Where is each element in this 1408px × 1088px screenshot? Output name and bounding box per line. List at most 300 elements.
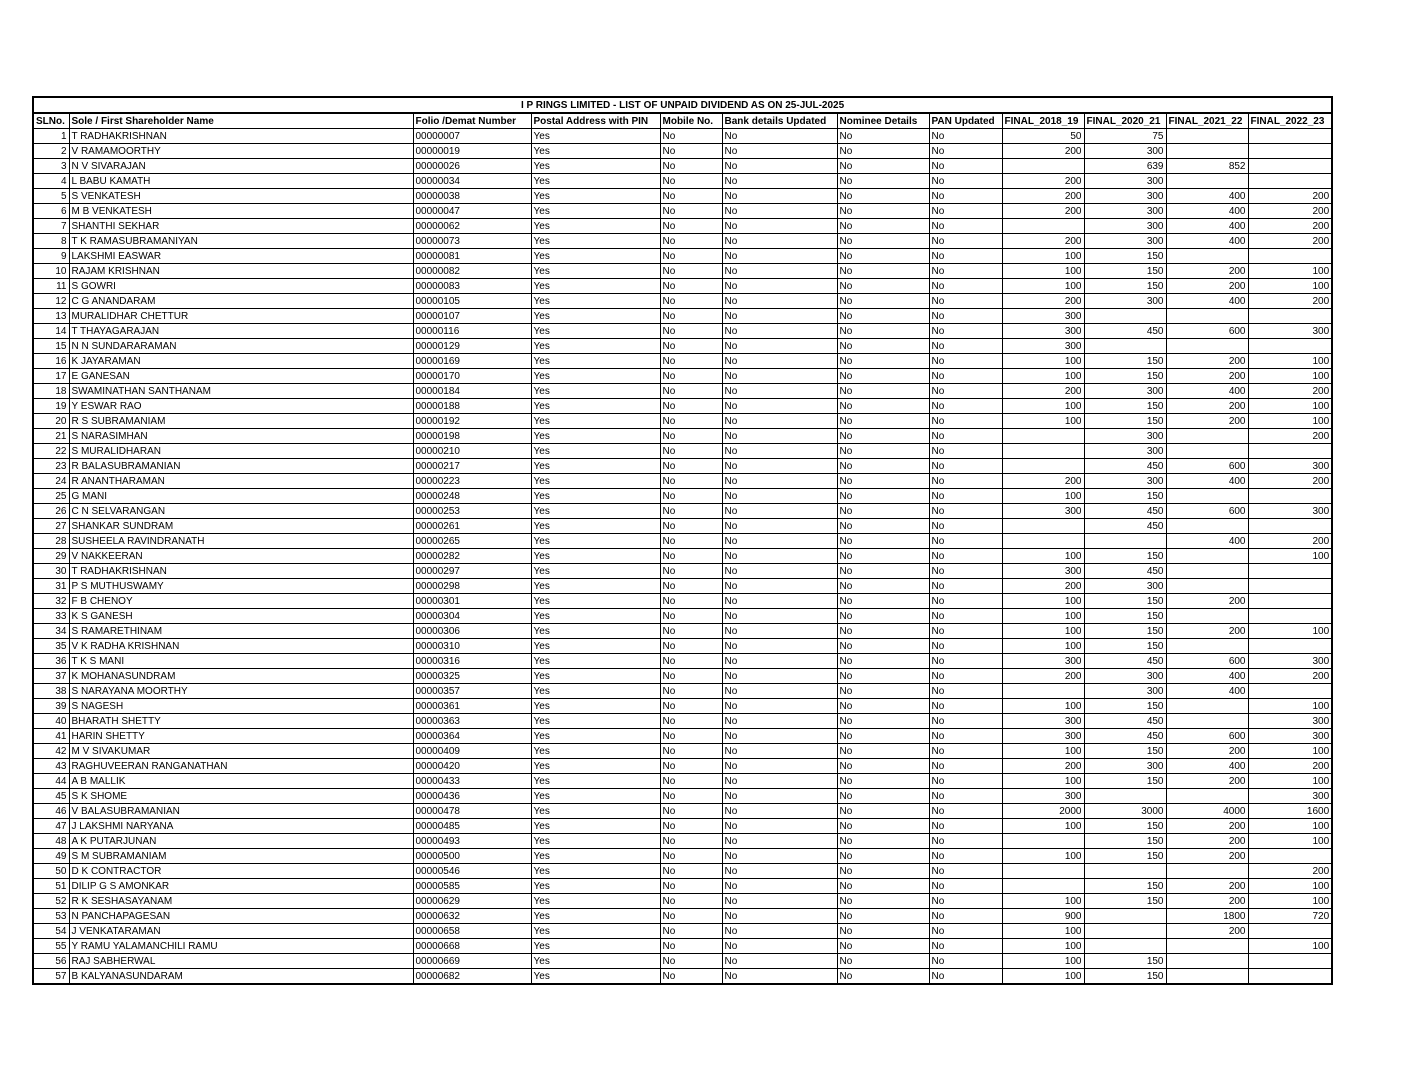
col-folio-header: Folio /Demat Number [413,113,531,129]
col-final-2018-19-cell [1002,834,1084,849]
col-folio-cell: 00000073 [413,234,531,249]
table-row [33,804,1332,819]
col-pan-header: PAN Updated [929,113,1002,129]
col-slno-cell: 41 [33,729,69,744]
col-final-2021-22-cell [1166,564,1248,579]
col-final-2021-22-cell: 200 [1166,834,1248,849]
col-final-2018-19-cell: 300 [1002,789,1084,804]
col-bank-details-cell: No [722,354,837,369]
col-final-2021-22-cell: 600 [1166,729,1248,744]
col-final-2021-22-cell: 600 [1166,654,1248,669]
col-final-2020-21-cell: 150 [1084,819,1166,834]
col-shareholder-name-cell: S GOWRI [69,279,413,294]
col-final-2018-19-cell [1002,459,1084,474]
col-pan-cell: No [929,309,1002,324]
table-row [33,474,1332,489]
col-final-2022-23-cell: 100 [1248,774,1332,789]
col-final-2018-19-cell: 300 [1002,339,1084,354]
col-postal-address-cell: Yes [531,504,660,519]
col-folio-cell: 00000310 [413,639,531,654]
col-final-2022-23-cell: 200 [1248,189,1332,204]
col-nominee-cell: No [837,579,929,594]
col-bank-details-cell: No [722,144,837,159]
col-bank-details-cell: No [722,924,837,939]
col-nominee-cell: No [837,894,929,909]
col-final-2020-21-cell: 150 [1084,549,1166,564]
col-final-2021-22-cell: 200 [1166,279,1248,294]
col-final-2018-19-cell [1002,444,1084,459]
col-final-2021-22-cell [1166,969,1248,985]
col-nominee-cell: No [837,744,929,759]
col-final-2022-23-cell: 100 [1248,699,1332,714]
table-row [33,729,1332,744]
col-folio-cell: 00000034 [413,174,531,189]
col-postal-address-cell: Yes [531,594,660,609]
col-nominee-cell: No [837,804,929,819]
col-final-2020-21-cell: 300 [1084,384,1166,399]
col-shareholder-name-cell: G MANI [69,489,413,504]
table-row [33,639,1332,654]
col-bank-details-cell: No [722,804,837,819]
col-slno-cell: 44 [33,774,69,789]
col-bank-details-cell: No [722,459,837,474]
col-shareholder-name-cell: R ANANTHARAMAN [69,474,413,489]
col-shareholder-name-cell: N PANCHAPAGESAN [69,909,413,924]
col-pan-cell: No [929,594,1002,609]
col-pan-cell: No [929,639,1002,654]
col-mobile-cell: No [660,354,722,369]
col-pan-cell: No [929,219,1002,234]
col-final-2020-21-cell: 450 [1084,729,1166,744]
col-final-2022-23-cell: 300 [1248,789,1332,804]
col-bank-details-cell: No [722,639,837,654]
col-mobile-cell: No [660,279,722,294]
col-final-2022-23-cell: 100 [1248,549,1332,564]
col-final-2021-22-cell: 200 [1166,879,1248,894]
col-nominee-cell: No [837,489,929,504]
col-folio-cell: 00000478 [413,804,531,819]
col-mobile-cell: No [660,129,722,144]
table-row [33,159,1332,174]
col-final-2022-23-cell [1248,849,1332,864]
col-nominee-cell: No [837,594,929,609]
col-postal-address-cell: Yes [531,189,660,204]
col-nominee-cell: No [837,279,929,294]
col-final-2022-23-cell: 200 [1248,534,1332,549]
col-shareholder-name-cell: K JAYARAMAN [69,354,413,369]
table-row [33,549,1332,564]
col-shareholder-name-cell: T RADHAKRISHNAN [69,564,413,579]
col-pan-cell: No [929,654,1002,669]
col-final-2022-23-cell: 300 [1248,459,1332,474]
col-postal-address-cell: Yes [531,579,660,594]
col-final-2020-21-cell: 75 [1084,129,1166,144]
col-final-2022-23-cell: 300 [1248,729,1332,744]
table-row [33,744,1332,759]
col-final-2021-22-cell [1166,429,1248,444]
col-mobile-cell: No [660,534,722,549]
col-slno-cell: 26 [33,504,69,519]
col-shareholder-name-cell: L BABU KAMATH [69,174,413,189]
col-nominee-cell: No [837,639,929,654]
col-final-2021-22-cell: 200 [1166,414,1248,429]
header-row [33,113,1332,129]
col-mobile-cell: No [660,489,722,504]
col-folio-cell: 00000116 [413,324,531,339]
table-row [33,399,1332,414]
col-final-2018-19-cell: 100 [1002,969,1084,985]
col-final-2021-22-cell: 4000 [1166,804,1248,819]
col-mobile-cell: No [660,189,722,204]
col-shareholder-name-cell: T K RAMASUBRAMANIYAN [69,234,413,249]
col-shareholder-name-cell: V K RADHA KRISHNAN [69,639,413,654]
col-final-2020-21-cell: 150 [1084,774,1166,789]
col-folio-cell: 00000436 [413,789,531,804]
col-final-2020-21-cell: 300 [1084,294,1166,309]
col-final-2022-23-cell: 200 [1248,864,1332,879]
col-bank-details-header: Bank details Updated [722,113,837,129]
col-bank-details-cell: No [722,429,837,444]
col-shareholder-name-cell: V BALASUBRAMANIAN [69,804,413,819]
col-nominee-cell: No [837,969,929,985]
col-bank-details-cell: No [722,309,837,324]
table-row [33,369,1332,384]
col-nominee-cell: No [837,234,929,249]
col-folio-cell: 00000668 [413,939,531,954]
col-pan-cell: No [929,534,1002,549]
table-row [33,504,1332,519]
col-bank-details-cell: No [722,729,837,744]
col-nominee-cell: No [837,699,929,714]
col-pan-cell: No [929,669,1002,684]
col-final-2021-22-cell: 200 [1166,369,1248,384]
col-folio-cell: 00000500 [413,849,531,864]
col-mobile-cell: No [660,564,722,579]
col-bank-details-cell: No [722,654,837,669]
col-final-2018-19-header: FINAL_2018_19 [1002,113,1084,129]
col-slno-cell: 8 [33,234,69,249]
col-bank-details-cell: No [722,249,837,264]
col-folio-cell: 00000282 [413,549,531,564]
col-final-2021-22-cell: 400 [1166,204,1248,219]
col-mobile-cell: No [660,429,722,444]
col-final-2018-19-cell: 200 [1002,759,1084,774]
col-mobile-cell: No [660,294,722,309]
table-row [33,609,1332,624]
col-mobile-cell: No [660,819,722,834]
col-nominee-cell: No [837,684,929,699]
col-nominee-cell: No [837,759,929,774]
col-final-2022-23-cell: 200 [1248,384,1332,399]
col-folio-cell: 00000409 [413,744,531,759]
col-final-2022-23-cell [1248,519,1332,534]
col-mobile-cell: No [660,264,722,279]
table-row [33,594,1332,609]
col-bank-details-cell: No [722,369,837,384]
col-postal-address-cell: Yes [531,759,660,774]
col-final-2022-23-cell [1248,954,1332,969]
col-mobile-cell: No [660,684,722,699]
col-shareholder-name-cell: Y ESWAR RAO [69,399,413,414]
col-nominee-cell: No [837,669,929,684]
col-final-2020-21-cell: 3000 [1084,804,1166,819]
col-final-2022-23-cell [1248,684,1332,699]
col-folio-cell: 00000188 [413,399,531,414]
col-folio-cell: 00000316 [413,654,531,669]
col-postal-address-cell: Yes [531,354,660,369]
col-slno-cell: 24 [33,474,69,489]
col-slno-cell: 36 [33,654,69,669]
col-folio-cell: 00000107 [413,309,531,324]
col-final-2020-21-cell: 150 [1084,264,1166,279]
col-mobile-cell: No [660,669,722,684]
col-nominee-cell: No [837,834,929,849]
col-bank-details-cell: No [722,189,837,204]
col-final-2018-19-cell: 200 [1002,174,1084,189]
col-shareholder-name-cell: RAJAM KRISHNAN [69,264,413,279]
col-pan-cell: No [929,249,1002,264]
col-mobile-cell: No [660,474,722,489]
col-pan-cell: No [929,414,1002,429]
col-folio-cell: 00000682 [413,969,531,985]
col-final-2022-23-cell: 200 [1248,204,1332,219]
col-final-2020-21-cell [1084,909,1166,924]
col-folio-cell: 00000019 [413,144,531,159]
col-shareholder-name-cell: M B VENKATESH [69,204,413,219]
table-row [33,969,1332,985]
col-slno-cell: 52 [33,894,69,909]
col-slno-cell: 48 [33,834,69,849]
col-bank-details-cell: No [722,684,837,699]
col-nominee-cell: No [837,354,929,369]
col-final-2018-19-cell [1002,534,1084,549]
col-final-2018-19-cell: 100 [1002,624,1084,639]
col-bank-details-cell: No [722,954,837,969]
col-pan-cell: No [929,804,1002,819]
col-nominee-cell: No [837,129,929,144]
col-postal-address-cell: Yes [531,549,660,564]
col-final-2020-21-cell: 450 [1084,324,1166,339]
col-folio-cell: 00000632 [413,909,531,924]
col-folio-cell: 00000304 [413,609,531,624]
col-nominee-cell: No [837,339,929,354]
col-final-2018-19-cell: 200 [1002,189,1084,204]
col-pan-cell: No [929,759,1002,774]
col-bank-details-cell: No [722,849,837,864]
col-mobile-cell: No [660,309,722,324]
col-pan-cell: No [929,339,1002,354]
col-pan-cell: No [929,489,1002,504]
col-final-2022-23-cell: 100 [1248,894,1332,909]
col-pan-cell: No [929,129,1002,144]
col-bank-details-cell: No [722,444,837,459]
col-nominee-cell: No [837,429,929,444]
col-final-2020-21-cell [1084,939,1166,954]
col-final-2020-21-cell: 300 [1084,669,1166,684]
col-nominee-cell: No [837,879,929,894]
col-slno-cell: 21 [33,429,69,444]
col-final-2021-22-cell: 600 [1166,504,1248,519]
col-final-2021-22-cell [1166,639,1248,654]
table-row [33,519,1332,534]
col-final-2021-22-cell [1166,174,1248,189]
col-slno-cell: 42 [33,744,69,759]
col-nominee-cell: No [837,384,929,399]
col-postal-address-cell: Yes [531,294,660,309]
col-final-2020-21-cell [1084,339,1166,354]
col-shareholder-name-cell: T THAYAGARAJAN [69,324,413,339]
col-slno-cell: 35 [33,639,69,654]
table-row [33,909,1332,924]
col-postal-address-cell: Yes [531,279,660,294]
col-nominee-cell: No [837,864,929,879]
col-bank-details-cell: No [722,594,837,609]
col-postal-address-cell: Yes [531,384,660,399]
col-bank-details-cell: No [722,774,837,789]
col-slno-cell: 6 [33,204,69,219]
col-nominee-cell: No [837,609,929,624]
col-final-2021-22-cell: 400 [1166,474,1248,489]
col-nominee-cell: No [837,909,929,924]
col-slno-cell: 3 [33,159,69,174]
col-bank-details-cell: No [722,504,837,519]
col-final-2018-19-cell: 200 [1002,474,1084,489]
col-postal-address-cell: Yes [531,519,660,534]
col-final-2021-22-cell [1166,489,1248,504]
col-nominee-cell: No [837,729,929,744]
col-mobile-cell: No [660,249,722,264]
col-pan-cell: No [929,549,1002,564]
col-shareholder-name-cell: S NAGESH [69,699,413,714]
col-final-2020-21-cell: 150 [1084,699,1166,714]
col-final-2018-19-cell [1002,519,1084,534]
col-final-2020-21-cell: 150 [1084,849,1166,864]
col-mobile-cell: No [660,699,722,714]
col-final-2020-21-cell: 150 [1084,954,1166,969]
col-final-2018-19-cell: 300 [1002,309,1084,324]
table-row [33,429,1332,444]
col-shareholder-name-cell: N N SUNDARARAMAN [69,339,413,354]
col-shareholder-name-cell: LAKSHMI EASWAR [69,249,413,264]
col-final-2018-19-cell: 300 [1002,729,1084,744]
col-folio-cell: 00000192 [413,414,531,429]
col-bank-details-cell: No [722,174,837,189]
col-postal-address-cell: Yes [531,309,660,324]
col-mobile-cell: No [660,204,722,219]
col-postal-address-cell: Yes [531,654,660,669]
table-row [33,684,1332,699]
col-nominee-cell: No [837,414,929,429]
col-final-2022-23-cell: 100 [1248,264,1332,279]
col-final-2018-19-cell: 100 [1002,414,1084,429]
col-final-2022-23-cell [1248,594,1332,609]
col-postal-address-cell: Yes [531,609,660,624]
col-final-2022-23-cell: 200 [1248,429,1332,444]
col-final-2018-19-cell: 300 [1002,714,1084,729]
col-shareholder-name-cell: B KALYANASUNDARAM [69,969,413,985]
col-bank-details-cell: No [722,489,837,504]
col-final-2021-22-cell [1166,609,1248,624]
col-final-2022-23-cell: 200 [1248,759,1332,774]
table-row [33,669,1332,684]
col-folio-cell: 00000546 [413,864,531,879]
col-postal-address-cell: Yes [531,534,660,549]
col-bank-details-cell: No [722,714,837,729]
table-row [33,444,1332,459]
col-folio-cell: 00000297 [413,564,531,579]
col-folio-cell: 00000658 [413,924,531,939]
col-final-2021-22-cell [1166,699,1248,714]
col-final-2020-21-cell: 150 [1084,624,1166,639]
col-postal-address-cell: Yes [531,249,660,264]
col-final-2022-23-cell: 100 [1248,624,1332,639]
col-bank-details-cell: No [722,894,837,909]
col-postal-address-cell: Yes [531,129,660,144]
col-pan-cell: No [929,714,1002,729]
col-slno-cell: 39 [33,699,69,714]
col-nominee-cell: No [837,264,929,279]
col-final-2020-21-cell: 450 [1084,714,1166,729]
col-nominee-cell: No [837,849,929,864]
col-bank-details-cell: No [722,399,837,414]
col-mobile-cell: No [660,864,722,879]
col-mobile-cell: No [660,579,722,594]
col-final-2018-19-cell: 300 [1002,654,1084,669]
col-slno-cell: 2 [33,144,69,159]
col-final-2022-23-cell: 300 [1248,504,1332,519]
col-folio-cell: 00000253 [413,504,531,519]
col-pan-cell: No [929,159,1002,174]
col-final-2022-23-cell [1248,174,1332,189]
col-final-2021-22-cell: 600 [1166,459,1248,474]
col-slno-cell: 27 [33,519,69,534]
col-final-2020-21-cell: 300 [1084,474,1166,489]
col-final-2018-19-cell: 100 [1002,639,1084,654]
col-bank-details-cell: No [722,264,837,279]
col-slno-cell: 10 [33,264,69,279]
col-final-2021-22-cell: 400 [1166,219,1248,234]
col-postal-address-cell: Yes [531,924,660,939]
col-shareholder-name-cell: RAGHUVEERAN RANGANATHAN [69,759,413,774]
col-mobile-cell: No [660,549,722,564]
table-row [33,759,1332,774]
col-slno-cell: 16 [33,354,69,369]
col-folio-cell: 00000265 [413,534,531,549]
col-slno-cell: 46 [33,804,69,819]
col-slno-cell: 56 [33,954,69,969]
col-pan-cell: No [929,189,1002,204]
col-postal-address-cell: Yes [531,684,660,699]
col-slno-cell: 9 [33,249,69,264]
col-final-2018-19-cell [1002,159,1084,174]
col-mobile-cell: No [660,894,722,909]
col-slno-cell: 23 [33,459,69,474]
col-pan-cell: No [929,279,1002,294]
col-final-2020-21-cell: 150 [1084,414,1166,429]
col-slno-cell: 11 [33,279,69,294]
col-folio-cell: 00000364 [413,729,531,744]
col-nominee-cell: No [837,249,929,264]
col-final-2022-23-cell: 300 [1248,714,1332,729]
col-bank-details-cell: No [722,564,837,579]
col-pan-cell: No [929,459,1002,474]
col-slno-cell: 22 [33,444,69,459]
col-bank-details-cell: No [722,879,837,894]
col-shareholder-name-cell: E GANESAN [69,369,413,384]
table-row [33,789,1332,804]
col-final-2022-23-cell [1248,579,1332,594]
col-pan-cell: No [929,174,1002,189]
